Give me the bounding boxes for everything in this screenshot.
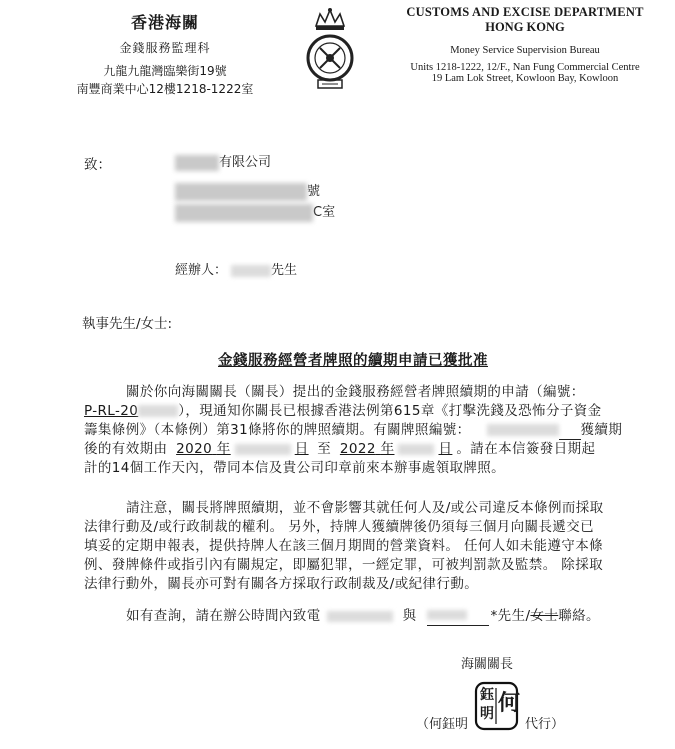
seal-char-1: 鈺	[480, 687, 494, 703]
redacted-date-from	[235, 444, 291, 455]
redacted-address-2	[175, 204, 313, 222]
ref-prefix: P-RL-20	[84, 403, 139, 419]
p1-text4b: 。請在本信簽發日期起	[456, 441, 596, 457]
p1-text1: 關於你向海關關長（關長）提出的金錢服務經營者牌照續期的申請（編號：	[126, 384, 585, 400]
address-suffix-2: C室	[313, 205, 336, 220]
dept-name-en-2: HONG KONG	[485, 20, 565, 34]
p2-line5: 法律行動外，關長亦可對有關各方採取行政制裁及/或紀律行動。	[84, 576, 479, 592]
seal-char-3: 何	[498, 691, 521, 716]
p3-text-c: *先生/	[490, 608, 531, 624]
dept-name-zh: 香港海關	[130, 13, 199, 32]
paragraph-1	[84, 383, 624, 478]
customs-crest-icon	[302, 6, 358, 90]
redacted-phone	[327, 611, 393, 622]
year-to-char: 年	[380, 441, 395, 457]
handler-line	[175, 259, 297, 278]
letterhead-en	[390, 5, 660, 84]
redacted-licence-no	[487, 424, 559, 436]
redacted-address-1	[175, 183, 307, 201]
address-en-line2: 19 Lam Lok Street, Kowloon Bay, Kowloon	[431, 73, 619, 84]
recipient-address-2	[175, 201, 335, 222]
year-to: 2022	[339, 441, 376, 457]
p3-text-a: 如有查詢，請在辦公時間內致電	[126, 608, 321, 624]
year-from-char: 年	[216, 441, 231, 457]
signoff-open: （何鈺明	[416, 717, 469, 732]
redacted-company	[175, 155, 219, 171]
to-label: 致：	[84, 157, 111, 173]
p3-text-d: 聯絡。	[558, 608, 600, 624]
bureau-name-en: Money Service Supervision Bureau	[450, 45, 600, 56]
day-to-char: 日	[438, 441, 453, 457]
address-en-line1: Units 1218-1222, 12/F., Nan Fung Commercial Centre	[410, 62, 640, 73]
p1-line2	[84, 402, 624, 421]
p3-struck-text: 女士	[530, 608, 559, 624]
p1-line1	[84, 383, 624, 402]
p1-text3b: 獲續期	[580, 422, 623, 438]
redacted-ref	[138, 405, 178, 417]
p2-line4: 例、發牌條件或指引內有關規定，即屬犯罪，一經定罪，可被判罰款及監禁。 除採取	[84, 557, 603, 573]
address-suffix-1: 號	[307, 184, 321, 199]
handler-suffix: 先生	[271, 263, 298, 278]
address-zh-line1: 九龍九龍灣臨樂街19號	[103, 64, 227, 78]
p1-line3	[84, 421, 624, 440]
company-suffix: 有限公司	[219, 155, 272, 170]
p1-text3: 籌集條例》（本條例）第31條將你的牌照續期。有關牌照編號：	[84, 422, 471, 438]
handler-label: 經辦人：	[175, 263, 228, 278]
day-from-char: 日	[294, 441, 309, 457]
letterhead-zh	[60, 10, 270, 97]
p1-text2: ），現通知你關長已根據香港法例第615章《打擊洗錢及恐怖分子資金	[178, 403, 602, 419]
recipient-company	[175, 151, 271, 171]
p1-text4: 後的有效期由	[84, 441, 168, 457]
signoff-close: 代行）	[525, 717, 565, 732]
p1-line5: 計的14個工作天內，帶同本信及貴公司印章前來本辦事處領取牌照。	[84, 460, 506, 476]
p2-line2: 法律行動及/或行政制裁的權利。 另外，持牌人獲續牌後仍須每三個月向關長遞交已	[84, 519, 595, 535]
to-char: 至	[317, 441, 332, 457]
paragraph-2	[84, 499, 629, 594]
redacted-handler	[231, 265, 271, 277]
dept-name-en-1: CUSTOMS AND EXCISE DEPARTMENT	[406, 5, 644, 19]
signoff-title: 海關關長	[461, 657, 514, 672]
address-zh-line2: 南豐商業中心12樓1218-1222室	[76, 82, 254, 96]
salutation: 執事先生/女士:	[82, 316, 173, 332]
p1-line4	[84, 440, 624, 459]
paragraph-3	[126, 606, 626, 626]
signature-seal	[474, 680, 520, 732]
redacted-contact	[427, 610, 467, 620]
p2-line1: 請注意，關長將牌照續期，並不會影響其就任何人及/或公司違反本條例而採取	[126, 500, 604, 516]
year-from: 2020	[176, 441, 213, 457]
recipient-address-1	[175, 180, 320, 201]
seal-char-2: 明	[480, 706, 494, 722]
bureau-name-zh: 金錢服務監理科	[119, 41, 211, 55]
redacted-date-to	[398, 444, 434, 455]
p2-line3: 填妥的定期申報表，提供持牌人在該三個月期間的營業資料。 任何人如未能遵守本條	[84, 538, 603, 554]
letter-title: 金錢服務經營者牌照的續期申請已獲批准	[218, 353, 488, 369]
p3-text-b: 與	[402, 608, 417, 624]
